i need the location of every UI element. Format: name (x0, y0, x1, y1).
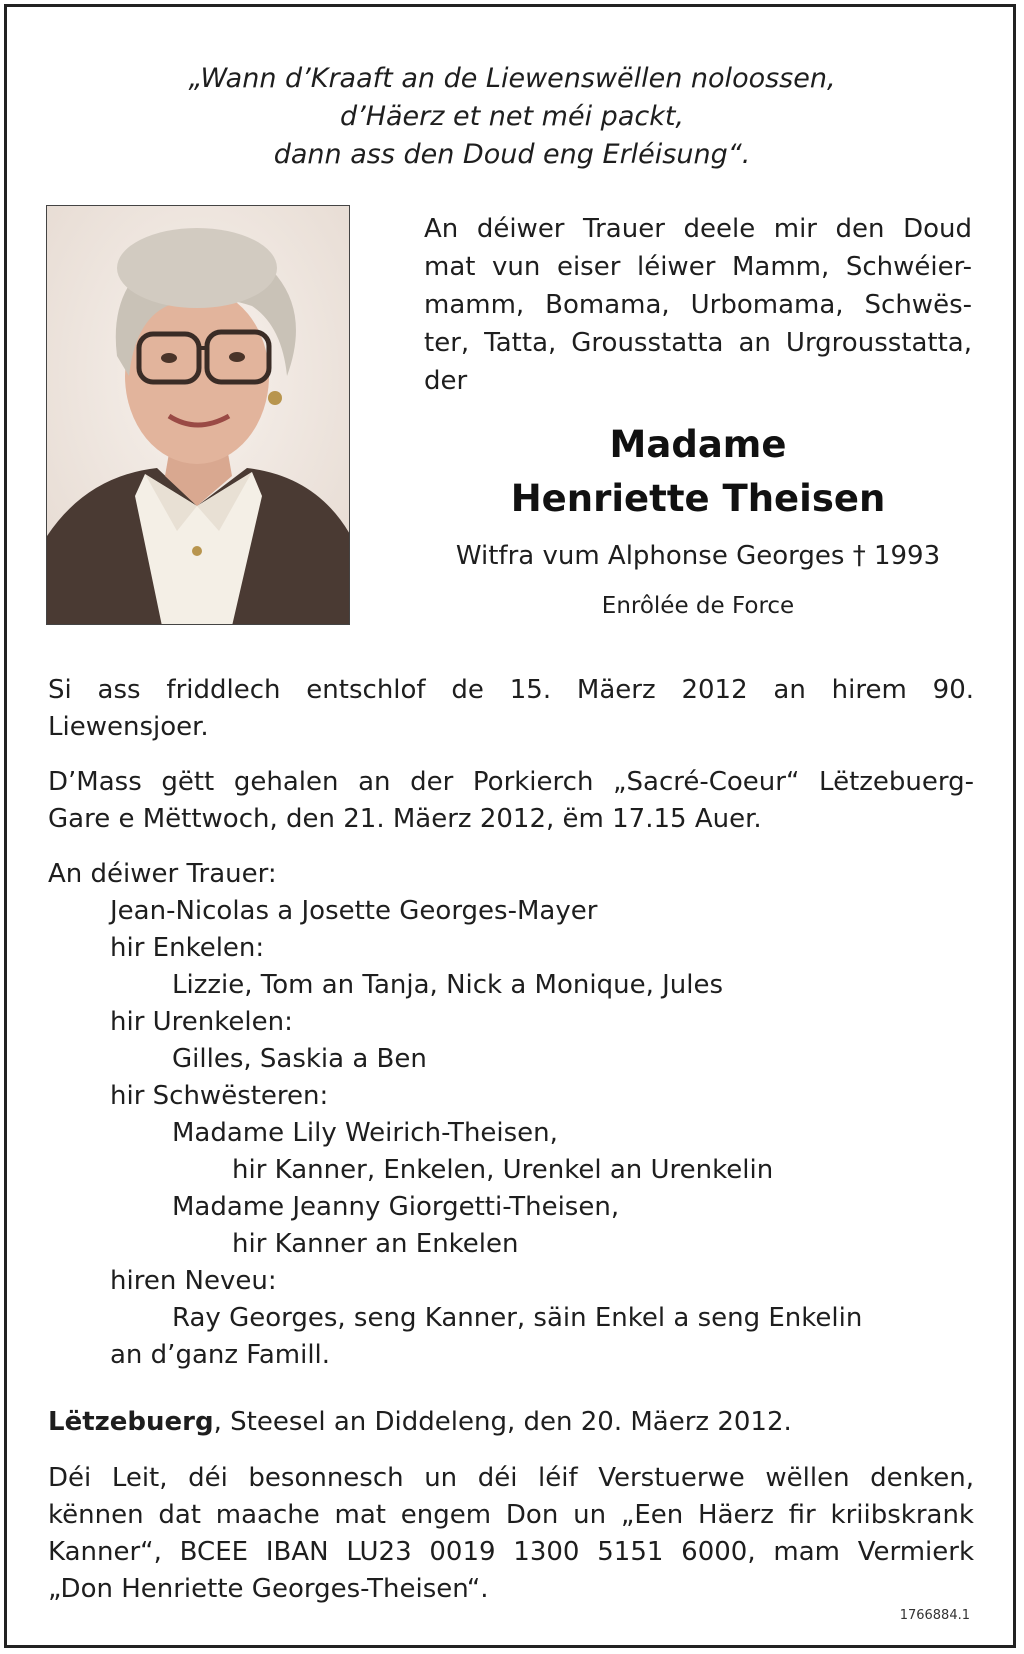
portrait-photo (46, 205, 350, 625)
mourner-line: Madame Lily Weirich-Theisen, (172, 1118, 558, 1148)
widow-line: Witfra vum Alphonse Georges † 1993 (455, 541, 941, 571)
mourners-heading: An déiwer Trauer: (48, 859, 277, 889)
mourner-line: an d’ganz Famill. (110, 1340, 331, 1370)
mourner-line: hir Urenkelen: (110, 1007, 293, 1037)
mourner-line: hir Enkelen: (110, 933, 265, 963)
mourner-line: Jean-Nicolas a Josette Georges-Mayer (110, 896, 598, 926)
mourner-line: Madame Jeanny Giorgetti-Theisen, (172, 1192, 620, 1222)
death-line: Si ass friddlech entschlof de 15. Mäerz 2012 an hirem 90. (48, 675, 974, 705)
quote-line: dann ass den Doud eng Erléisung“. (273, 139, 751, 170)
donation-line: Kanner“, BCEE IBAN LU23 0019 1300 5151 6000, mam Vermierk (48, 1537, 974, 1567)
reference-number: 1766884.1 (899, 1608, 970, 1623)
mourner-line: hir Schwësteren: (110, 1081, 329, 1111)
enrolee-line: Enrôlée de Force (601, 593, 795, 619)
mass-announcement (48, 764, 974, 838)
intro-line: mamm, Bomama, Urbomama, Schwës- (424, 290, 972, 320)
mourner-line: hir Kanner an Enkelen (232, 1229, 519, 1259)
intro-line: ter, Tatta, Grousstatta an Urgrousstatta, (424, 328, 972, 358)
mourner-line: Gilles, Saskia a Ben (172, 1044, 427, 1074)
deceased-name: Henriette Theisen (510, 477, 886, 520)
death-line: Liewensjoer. (48, 712, 209, 742)
death-announcement (48, 672, 974, 746)
mourner-line: Ray Georges, seng Kanner, säin Enkel a seng Enkelin (172, 1303, 863, 1333)
deceased-title: Madame (609, 423, 787, 466)
intro-line: der (424, 366, 468, 396)
place-rest: , Steesel an Diddeleng, den 20. Mäerz 2012. (213, 1407, 792, 1437)
donation-line: „Don Henriette Georges-Theisen“. (48, 1574, 489, 1604)
intro-line: mat vun eiser léiwer Mamm, Schwéier- (424, 252, 972, 282)
epigraph-quote (0, 60, 1024, 174)
mass-line: D’Mass gëtt gehalen an der Porkierch „Sacré-Coeur“ Lëtzebuerg- (48, 767, 974, 797)
mourner-line: hiren Neveu: (110, 1266, 277, 1296)
mourner-line: Lizzie, Tom an Tanja, Nick a Monique, Jules (172, 970, 724, 1000)
mourners-list (48, 856, 974, 1374)
intro-line: An déiwer Trauer deele mir den Doud (424, 214, 972, 244)
donation-paragraph (48, 1460, 974, 1608)
donation-line: Déi Leit, déi besonnesch un déi léif Verstuerwe wëllen denken, (48, 1463, 974, 1493)
quote-line: d’Häerz et net méi packt, (339, 101, 685, 132)
mourner-line: hir Kanner, Enkelen, Urenkel an Urenkelin (232, 1155, 774, 1185)
portrait-illustration (47, 206, 350, 625)
place-city: Lëtzebuerg (48, 1407, 214, 1437)
donation-line: kënnen dat maache mat engem Don un „Een Häerz fir kriibskrank (48, 1500, 974, 1530)
mass-line: Gare e Mëttwoch, den 21. Mäerz 2012, ëm 17.15 Auer. (48, 804, 762, 834)
place-date-line (48, 1404, 974, 1441)
intro-text (424, 210, 972, 400)
quote-line: „Wann d’Kraaft an de Liewenswëllen noloossen, (188, 63, 836, 94)
